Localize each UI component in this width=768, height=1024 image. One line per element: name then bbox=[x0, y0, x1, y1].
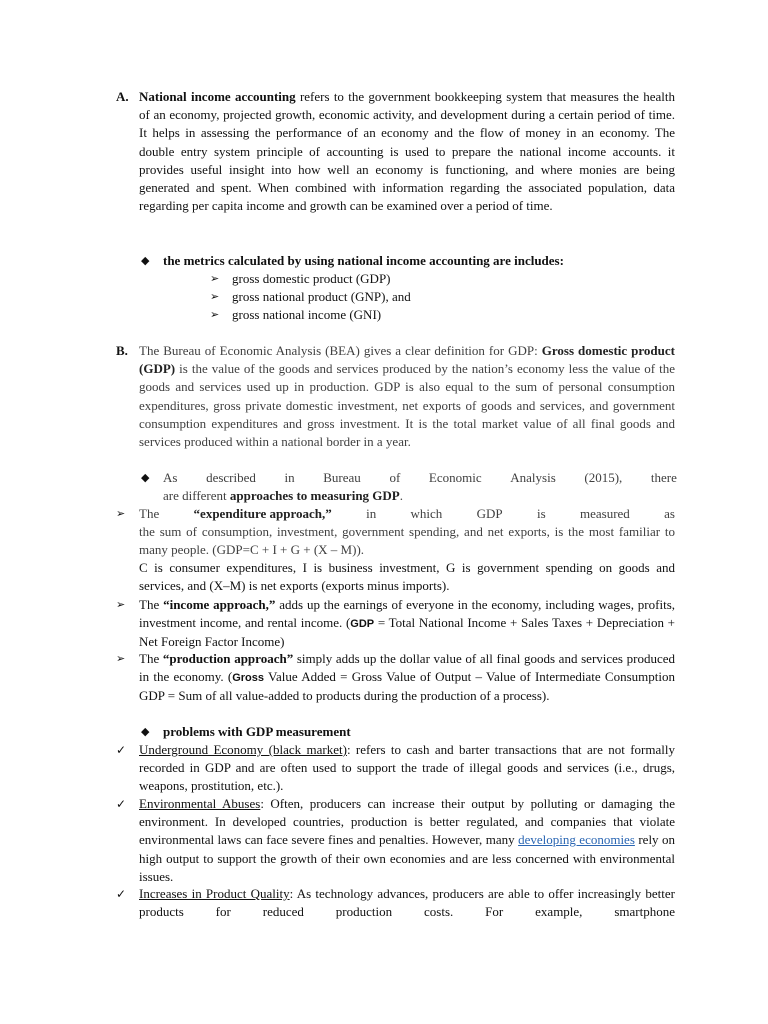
expenditure-explanation: C is consumer expenditures, I is business investment, G is government spending on goods and services, and (X–M) is net exports (exports minus imports). bbox=[139, 560, 675, 594]
section-b-text: is the value of the goods and services produced by the nation’s economy less the value of the goods and services used up in production. GDP is also equal to the sum of personal consumption expenditures, gross private domestic investment, net exports of goods and services, and government consumption expenditures and gross investment. It is the total market value of all final goods and services produced within a national border in a year. bbox=[139, 361, 675, 450]
described-line-2: are different approaches to measuring GDP. bbox=[163, 488, 403, 503]
metric-item-gdp: gross domestic product (GDP) bbox=[232, 271, 391, 286]
expenditure-text: the sum of consumption, investment, government spending, and net exports, is the most familiar to many people. (GDP=C + I + G + (X – M)). bbox=[139, 524, 675, 558]
check-bullet-icon: ✓ bbox=[116, 887, 127, 901]
problem-environmental-abuses: Environmental Abuses: Often, producers can increase their output by polluting or damaging the environment. In developed countries, production is better regulated, and companies that violate environmental laws can face severe fines and penalties. However, many developing economies rely on high output to support the growth of their own economies and are less concerned with environmental issues. bbox=[139, 796, 676, 884]
arrow-bullet-icon: ➢ bbox=[116, 653, 126, 665]
expenditure-line-1: The “expenditure approach,” in which GDP is measured as bbox=[139, 506, 675, 521]
problem-product-quality: Increases in Product Quality: As technology advances, producers are able to offer increasingly better products for reduced production costs. For example, smartphone bbox=[139, 886, 675, 920]
check-bullet-icon: ✓ bbox=[116, 797, 127, 811]
arrow-bullet-icon: ➢ bbox=[116, 508, 126, 520]
production-approach-text: The “production approach” simply adds up the dollar value of all final goods and services produced in the economy. (Gross Value Added = Gross Value of Output – Value of Intermediate Consumption GDP = Sum of all value-added to products during the production of a process). bbox=[139, 651, 676, 704]
arrow-bullet-icon: ➢ bbox=[210, 291, 220, 303]
problem-underground-economy: Underground Economy (black market): refers to cash and barter transactions that are not formally recorded in GDP and are often used to support the trade of illegal goods and services (i.e., drugs, weapons, prostitution, etc.). bbox=[139, 742, 675, 794]
arrow-bullet-icon: ➢ bbox=[116, 599, 126, 611]
diamond-bullet-icon: ◆ bbox=[141, 255, 150, 267]
section-b-paragraph bbox=[139, 342, 675, 451]
metric-item-gnp: gross national product (GNP), and bbox=[232, 289, 411, 304]
diamond-bullet-icon: ◆ bbox=[141, 472, 150, 484]
gdp-term: Gross domestic product (GDP) bbox=[139, 343, 675, 377]
check-bullet-icon: ✓ bbox=[116, 743, 127, 757]
arrow-bullet-icon: ➢ bbox=[210, 273, 220, 285]
diamond-bullet-icon: ◆ bbox=[141, 726, 150, 738]
metric-item-gni: gross national income (GNI) bbox=[232, 307, 382, 322]
developing-economies-link[interactable]: developing economies bbox=[518, 832, 635, 848]
bea-intro: The Bureau of Economic Analysis (BEA) gives a clear definition for GDP: bbox=[139, 343, 538, 358]
section-a-paragraph bbox=[139, 88, 675, 215]
national-income-accounting-term: National income accounting bbox=[139, 89, 296, 104]
section-a-label: A. bbox=[116, 89, 129, 104]
problems-heading: problems with GDP measurement bbox=[163, 724, 351, 739]
income-approach-text: The “income approach,” adds up the earnings of everyone in the economy, including wages, profits, investment income, and rental income. (GDP = Total National Income + Sales Taxes + Depreciation + Net Foreign Factor Income) bbox=[139, 597, 675, 650]
section-b-label: B. bbox=[116, 343, 128, 358]
metrics-heading: the metrics calculated by using national income accounting are includes: bbox=[163, 253, 564, 268]
arrow-bullet-icon: ➢ bbox=[210, 309, 220, 321]
described-line: As described in Bureau of Economic Analysis (2015), there bbox=[163, 470, 677, 485]
section-a-text: refers to the government bookkeeping system that measures the health of an economy, projected growth, economic activity, and development during a certain period of time. It helps in assessing the performance of an economy and the flow of money in an economy. The double entry system principle of accounting is used to prepare the national income accounts. it provides useful insight into how well an economy is functioning, and where monies are being generated and spent. When combined with information regarding the associated population, data regarding per capita income and growth can be examined over a period of time. bbox=[139, 89, 675, 214]
